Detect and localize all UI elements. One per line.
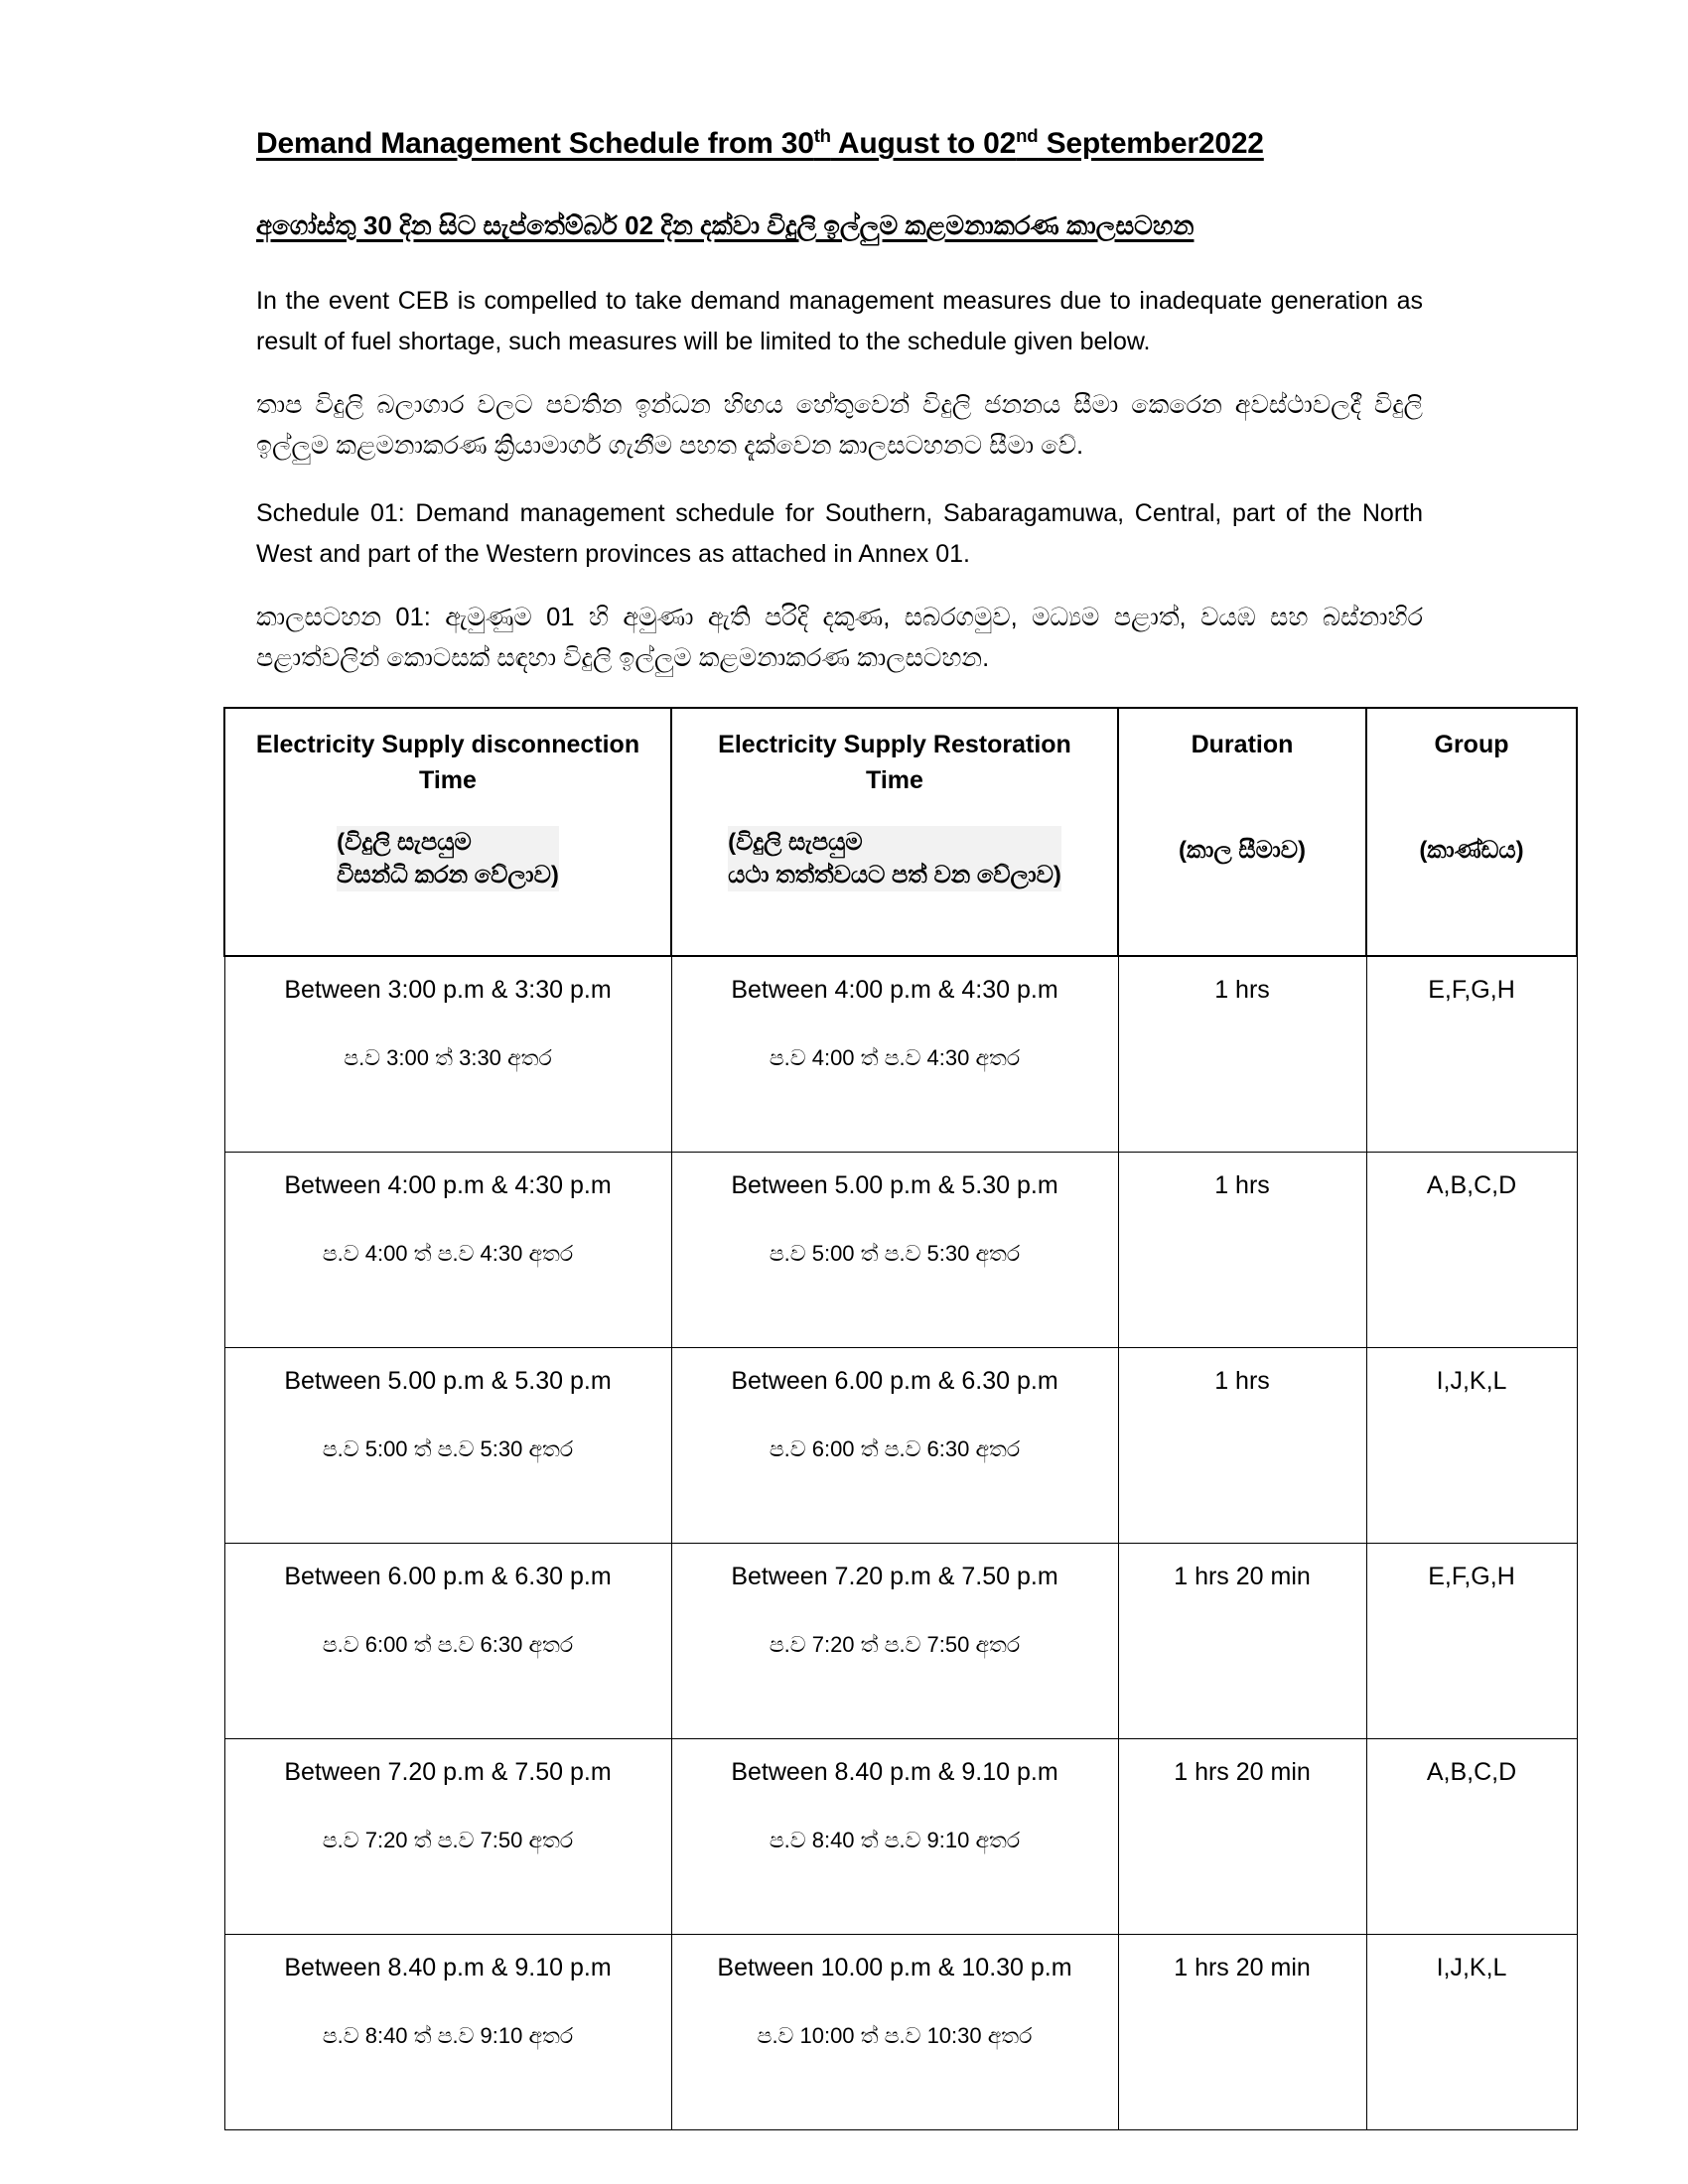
paragraph-english-intro: In the event CEB is compelled to take demand management measures due to inadequate generation as result of fuel shortage, such measures will be limited to the schedule given below.: [256, 287, 1423, 355]
page-subtitle-sinhala: [256, 210, 1448, 242]
paragraph-english-schedule-note: Schedule 01: Demand management schedule for Southern, Sabaragamuwa, Central, part of the North West and part of the Western provinces as attached in Annex 01.: [256, 499, 1423, 568]
cell-disconnection-time: Between 7.20 p.m & 7.50 p.m ප.ව 7:20 ත් ප.ව 7:50 අතර: [224, 1739, 671, 1935]
cell-restoration-time: Between 10.00 p.m & 10.30 p.m ප.ව 10:00 ත් ප.ව 10:30 අතර: [671, 1935, 1118, 2130]
cell-group: E,F,G,H: [1366, 956, 1577, 1153]
table-row: [224, 1153, 1577, 1348]
cell-disconnection-time: Between 6.00 p.m & 6.30 p.m ප.ව 6:00 ත් ප.ව 6:30 අතර: [224, 1544, 671, 1739]
cell-restoration-time: Between 4:00 p.m & 4:30 p.m ප.ව 4:00 ත් ප.ව 4:30 අතර: [671, 956, 1118, 1153]
column-header-duration-english: Duration: [1191, 731, 1294, 758]
column-header-restoration-time-english: Electricity Supply Restoration Time: [718, 731, 1071, 795]
cell-restoration-time: Between 8.40 p.m & 9.10 p.m ප.ව 8:40 ත් ප.ව 9:10 අතර: [671, 1739, 1118, 1935]
table-body: [224, 956, 1577, 2130]
cell-duration: 1 hrs: [1118, 956, 1366, 1153]
column-header-disconnection-time-sinhala: (විදුලි සැපයුම විසන්ධි කරන වේලාව): [337, 826, 559, 891]
column-header-restoration-time: [671, 708, 1118, 956]
cell-group: E,F,G,H: [1366, 1544, 1577, 1739]
cell-disconnection-time: Between 4:00 p.m & 4:30 p.m ප.ව 4:00 ත් ප.ව 4:30 අතර: [224, 1153, 671, 1348]
cell-restoration-time: Between 7.20 p.m & 7.50 p.m ප.ව 7:20 ත් ප.ව 7:50 අතර: [671, 1544, 1118, 1739]
cell-disconnection-time: Between 5.00 p.m & 5.30 p.m ප.ව 5:00 ත් ප.ව 5:30 අතර: [224, 1348, 671, 1544]
table-header-row: [224, 708, 1577, 956]
cell-duration: 1 hrs 20 min: [1118, 1935, 1366, 2130]
cell-group: I,J,K,L: [1366, 1348, 1577, 1544]
cell-duration: 1 hrs 20 min: [1118, 1739, 1366, 1935]
title-text-part-1: Demand Management Schedule from 30: [256, 127, 814, 160]
column-header-group-english: Group: [1434, 731, 1509, 758]
cell-restoration-time: Between 6.00 p.m & 6.30 p.m ප.ව 6:00 ත් ප.ව 6:30 අතර: [671, 1348, 1118, 1544]
title-superscript-th: th: [813, 125, 831, 146]
page-title: [256, 127, 1448, 161]
cell-group: A,B,C,D: [1366, 1153, 1577, 1348]
table-row: [224, 1739, 1577, 1935]
title-text-part-2: August to 02: [830, 127, 1017, 160]
table-row: [224, 956, 1577, 1153]
demand-management-schedule-table: [223, 707, 1578, 2130]
cell-disconnection-time: Between 3:00 p.m & 3:30 p.m ප.ව 3:00 ත් 3:30 අතර: [224, 956, 671, 1153]
paragraph-sinhala-intro: තාප විදුලි බලාගාර වලට පවතින ඉන්ධන හිඟය හේතුවෙන් විදුලි ජනනය සීමා කෙරෙන අවස්ථාවලදී විදුලි ඉල්ලුම කළමනාකරණ ක්‍රියාමාර්ග ගැනීම පහත දැක්වෙන කාලසටහනට සීමා වේ.: [256, 391, 1423, 460]
column-header-group-sinhala: (කාණ්ඩය): [1419, 837, 1524, 864]
table-row: [224, 1348, 1577, 1544]
column-header-disconnection-time-english: Electricity Supply disconnection Time: [255, 731, 640, 795]
table-row: [224, 1935, 1577, 2130]
cell-duration: 1 hrs: [1118, 1348, 1366, 1544]
column-header-disconnection-time: [224, 708, 671, 956]
cell-disconnection-time: Between 8.40 p.m & 9.10 p.m ප.ව 8:40 ත් ප.ව 9:10 අතර: [224, 1935, 671, 2130]
page-subtitle-sinhala-text: අගෝස්තු 30 දින සිට සැප්තේම්බර් 02 දින දක්වා විදුලි ඉල්ලුම කළමනාකරණ කාලසටහන: [256, 210, 1195, 240]
cell-duration: 1 hrs: [1118, 1153, 1366, 1348]
column-header-restoration-time-sinhala: (විදුලි සැපයුම යථා තත්ත්වයට පත් වන වේලාව): [728, 826, 1061, 891]
title-text-part-3: September2022: [1038, 127, 1264, 160]
column-header-group: [1366, 708, 1577, 956]
title-superscript-nd: nd: [1016, 125, 1039, 146]
cell-group: I,J,K,L: [1366, 1935, 1577, 2130]
cell-restoration-time: Between 5.00 p.m & 5.30 p.m ප.ව 5:00 ත් ප.ව 5:30 අතර: [671, 1153, 1118, 1348]
cell-duration: 1 hrs 20 min: [1118, 1544, 1366, 1739]
column-header-duration: [1118, 708, 1366, 956]
paragraph-sinhala-schedule-note: කාලසටහන 01: ඇමුණුම 01 හි අමුණා ඇති පරිදි දකුණ, සබරගමුව, මධ්‍යම පළාත්, වයඹ සහ බස්නාහිර පළාත්වලින් කොටසක් සඳහා විදුලි ඉල්ලුම කළමනාකරණ කාලසටහන.: [256, 604, 1423, 672]
column-header-duration-sinhala: (කාල සීමාව): [1178, 837, 1306, 864]
cell-group: A,B,C,D: [1366, 1739, 1577, 1935]
table-row: [224, 1544, 1577, 1739]
